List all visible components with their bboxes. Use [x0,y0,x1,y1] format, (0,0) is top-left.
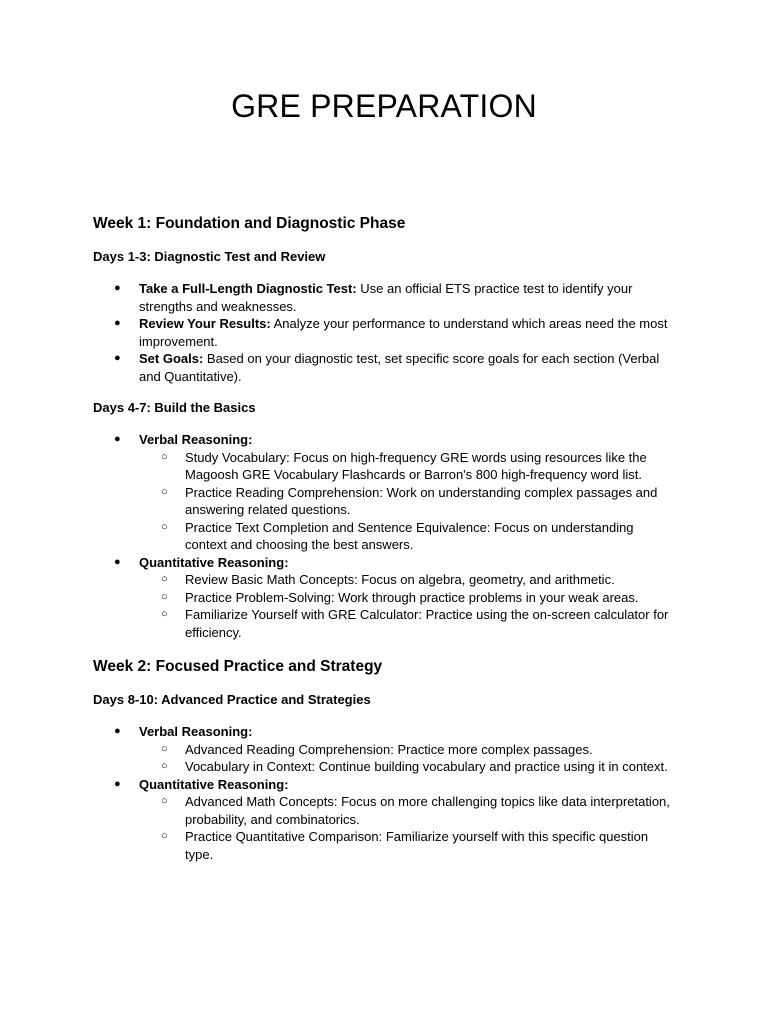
sub-list-item [139,758,675,776]
circle-bullet-icon: ○ [161,450,168,463]
sub-item-text: Study Vocabulary: Focus on high-frequency GRE words using resources like the Magoosh GRE Vocabulary Flashcards or Barron's 800 high-frequency word list. [185,449,647,482]
item-label: Take a Full-Length Diagnostic Test: [139,281,357,296]
sub-item-text: Practice Quantitative Comparison: Familiarize yourself with this specific question type. [185,829,649,862]
sub-item-text: Advanced Reading Comprehension: Practice more complex passages. [185,741,593,757]
week1-days-1-3-heading: Days 1-3: Diagnostic Test and Review [93,249,326,264]
sub-item-text: Practice Problem-Solving: Work through practice problems in your weak areas. [185,589,639,605]
week2-days-8-10-list [93,723,675,863]
bullet-icon: ● [114,555,121,568]
circle-bullet-icon: ○ [161,573,168,585]
quant-sublist [139,793,675,863]
bullet-icon: ● [114,725,121,737]
list-item-quant [93,776,675,864]
circle-bullet-icon: ○ [161,830,168,842]
list-item-verbal [93,723,675,776]
sub-list-item [139,828,675,863]
sub-list-item [139,589,675,607]
week1-days-4-7-heading: Days 4-7: Build the Basics [93,400,256,415]
item-label: Verbal Reasoning: [139,432,253,447]
sub-item-text: Familiarize Yourself with GRE Calculator: Practice using the on-screen calculator for efficiency. [185,607,669,640]
list-item [93,350,675,385]
item-label: Quantitative Reasoning: [139,776,289,792]
item-label: Review Your Results: [139,316,271,331]
sub-list-item [139,571,675,589]
week1-days-1-3-list [93,280,675,385]
list-item-verbal [93,431,675,554]
quant-sublist [139,571,675,641]
circle-bullet-icon: ○ [161,520,168,533]
sub-list-item [139,519,675,554]
sub-item-text: Review Basic Math Concepts: Focus on algebra, geometry, and arithmetic. [185,572,615,587]
week2-heading: Week 2: Focused Practice and Strategy [93,658,383,675]
list-item-quant [93,554,675,642]
sub-item-text: Practice Text Completion and Sentence Equivalence: Focus on understanding context and choosing the best answers. [185,519,634,552]
item-text: Use an official ETS practice test to identify your strengths and weaknesses. [139,281,633,314]
sub-list-item [139,484,675,519]
circle-bullet-icon: ○ [161,590,168,603]
circle-bullet-icon: ○ [161,485,168,498]
item-label: Verbal Reasoning: [139,724,253,739]
week1-days-4-7-list [93,431,675,641]
bullet-icon: ● [114,433,121,445]
document-title: GRE PREPARATION [231,88,537,124]
list-item [93,280,675,315]
circle-bullet-icon: ○ [161,760,168,772]
sub-item-text: Vocabulary in Context: Continue building vocabulary and practice using it in context. [185,759,668,774]
verbal-sublist [139,449,675,554]
circle-bullet-icon: ○ [161,742,168,755]
bullet-icon: ● [114,352,121,364]
week2-days-8-10-heading: Days 8-10: Advanced Practice and Strategies [93,692,371,707]
sub-list-item [139,606,675,641]
list-item [93,315,675,350]
bullet-icon: ● [114,317,121,329]
item-text: Based on your diagnostic test, set specific score goals for each section (Verbal and Quantitative). [139,351,660,384]
bullet-icon: ● [114,282,121,294]
item-text: Analyze your performance to understand which areas need the most improvement. [139,316,668,349]
sub-item-text: Advanced Math Concepts: Focus on more challenging topics like data interpretation, probability, and combinatorics. [185,794,670,827]
item-label: Set Goals: [139,351,204,366]
item-label: Quantitative Reasoning: [139,554,289,570]
sub-list-item [139,793,675,828]
sub-item-text: Practice Reading Comprehension: Work on understanding complex passages and answering related questions. [185,484,658,517]
week1-heading: Week 1: Foundation and Diagnostic Phase [93,215,406,232]
circle-bullet-icon: ○ [161,608,168,620]
bullet-icon: ● [114,777,121,790]
sub-list-item [139,449,675,484]
sub-list-item [139,741,675,759]
circle-bullet-icon: ○ [161,795,168,807]
verbal-sublist [139,741,675,776]
